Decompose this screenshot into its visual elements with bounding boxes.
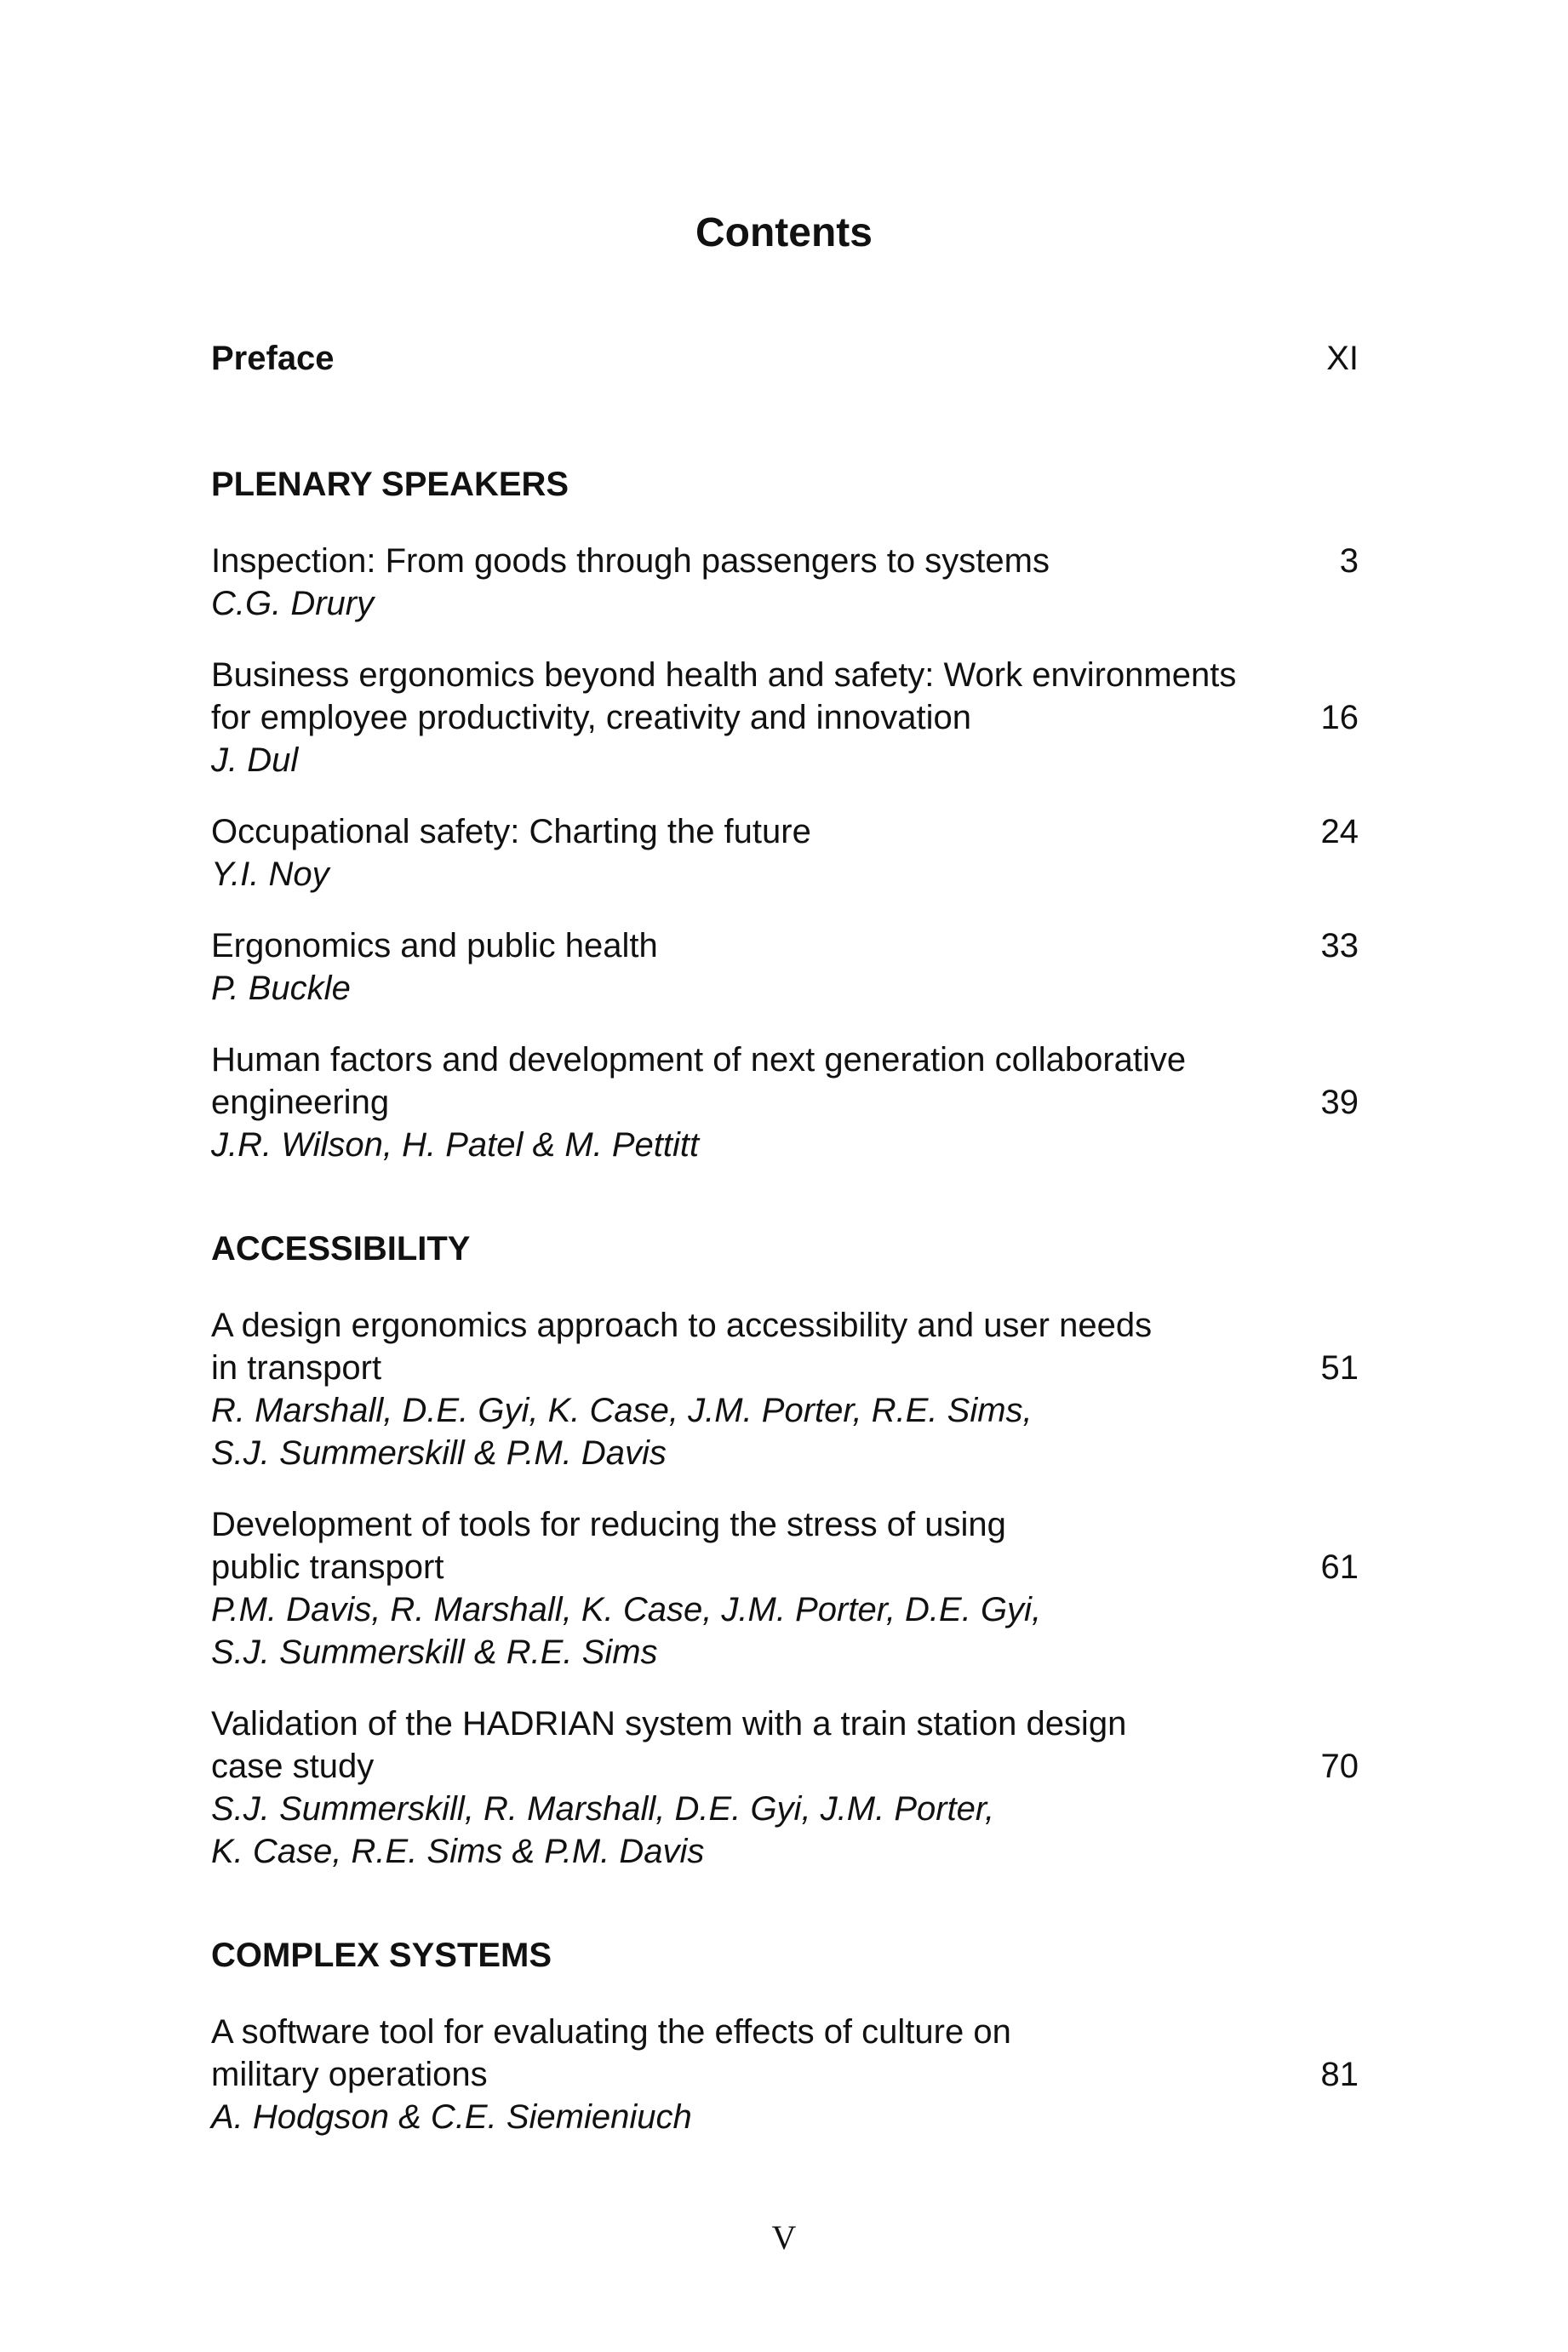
entry-title-line: Human factors and development of next generation collaborative — [211, 1041, 1187, 1079]
entry-page-number: 61 — [1320, 1548, 1359, 1586]
entry-authors: S.J. Summerskill & P.M. Davis — [211, 1434, 667, 1472]
entry-title-line — [211, 2053, 1359, 2096]
entry-page-number: 3 — [1339, 542, 1359, 580]
toc-entry — [211, 1304, 1359, 1474]
entry-page-number: 24 — [1320, 813, 1359, 850]
toc-entry — [211, 2011, 1359, 2138]
toc-entry — [211, 1039, 1359, 1166]
entry-title-text: Inspection: From goods through passengers to systems — [211, 542, 1050, 580]
entry-page-number: 16 — [1320, 699, 1359, 736]
page-folio: V — [771, 2218, 797, 2257]
entry-title-line: A software tool for evaluating the effects of culture on — [211, 2013, 1011, 2051]
page-title: Contents — [695, 210, 873, 255]
toc-entry-preface — [211, 337, 1359, 380]
entry-authors: Y.I. Noy — [211, 856, 329, 893]
entry-title-line — [211, 810, 1359, 853]
entry-title-line: A design ergonomics approach to accessibility and user needs — [211, 1307, 1153, 1344]
entry-authors: C.G. Drury — [211, 585, 375, 622]
entry-title-line — [211, 1546, 1359, 1588]
section-heading: COMPLEX SYSTEMS — [211, 1937, 552, 1974]
entry-authors: P.M. Davis, R. Marshall, K. Case, J.M. Porter, D.E. Gyi, — [211, 1591, 1042, 1628]
entry-title-text: case study — [211, 1748, 375, 1785]
entry-title-line: Development of tools for reducing the stress of using — [211, 1506, 1006, 1543]
toc-entry — [211, 540, 1359, 625]
entry-title-text: engineering — [211, 1084, 390, 1121]
entry-title-line — [211, 1347, 1359, 1389]
entry-title-text: public transport — [211, 1548, 444, 1586]
toc-section — [211, 1228, 1359, 1873]
entry-authors: K. Case, R.E. Sims & P.M. Davis — [211, 1833, 705, 1870]
section-heading: PLENARY SPEAKERS — [211, 466, 569, 503]
entry-title-text: Ergonomics and public health — [211, 927, 658, 964]
entry-page-number: 33 — [1320, 927, 1359, 964]
toc-entry — [211, 924, 1359, 1010]
entry-authors: J. Dul — [211, 741, 299, 779]
preface-label: Preface — [211, 340, 335, 377]
toc-section — [211, 1934, 1359, 2138]
entry-authors: S.J. Summerskill, R. Marshall, D.E. Gyi, J.M. Porter, — [211, 1790, 995, 1828]
entry-title-text: for employee productivity, creativity and innovation — [211, 699, 972, 736]
entry-page-number: 81 — [1320, 2056, 1359, 2093]
toc-entry — [211, 1702, 1359, 1873]
toc-section — [211, 463, 1359, 1166]
entry-authors: A. Hodgson & C.E. Siemieniuch — [211, 2098, 692, 2136]
entry-title-text: military operations — [211, 2056, 488, 2093]
entry-page-number: 51 — [1320, 1349, 1359, 1387]
preface-page-number: XI — [1326, 340, 1359, 377]
entry-title-text: in transport — [211, 1349, 382, 1387]
toc-entry — [211, 1503, 1359, 1674]
section-heading: ACCESSIBILITY — [211, 1230, 471, 1268]
entry-title-line — [211, 924, 1359, 967]
entry-title-line — [211, 696, 1359, 739]
toc-entry — [211, 654, 1359, 781]
entry-authors: R. Marshall, D.E. Gyi, K. Case, J.M. Porter, R.E. Sims, — [211, 1392, 1033, 1429]
entry-authors: S.J. Summerskill & R.E. Sims — [211, 1634, 658, 1671]
entry-title-line: Business ergonomics beyond health and safety: Work environments — [211, 656, 1237, 694]
entry-authors: P. Buckle — [211, 970, 351, 1007]
entry-page-number: 70 — [1320, 1748, 1359, 1785]
table-of-contents — [211, 337, 1359, 2200]
entry-title-line: Validation of the HADRIAN system with a train station design — [211, 1705, 1127, 1743]
entry-authors: J.R. Wilson, H. Patel & M. Pettitt — [211, 1126, 700, 1164]
entry-page-number: 39 — [1320, 1084, 1359, 1121]
entry-title-line — [211, 1081, 1359, 1124]
entry-title-line — [211, 1745, 1359, 1788]
entry-title-text: Occupational safety: Charting the future — [211, 813, 811, 850]
toc-entry — [211, 810, 1359, 896]
entry-title-line — [211, 540, 1359, 582]
